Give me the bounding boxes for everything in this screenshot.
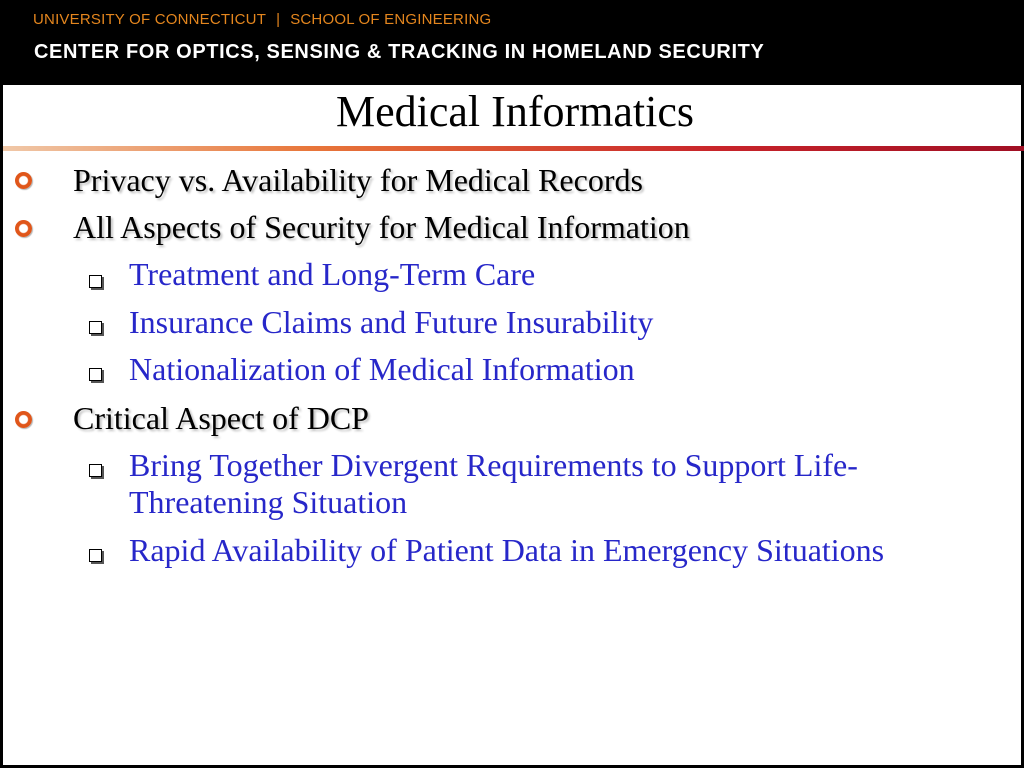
slide-title: Medical Informatics [336,87,694,136]
header-separator: | [276,11,281,28]
square-bullet-icon [89,321,102,334]
header-center-name: CENTER FOR OPTICS, SENSING & TRACKING IN HOMELAND SECURITY [34,41,765,63]
bullet-item: Critical Aspect of DCP [73,400,369,436]
square-bullet-icon [89,464,102,477]
header-banner [3,0,1024,85]
sub-bullet-item: Treatment and Long-Term Care [129,256,536,292]
sub-bullet-item: Nationalization of Medical Information [129,351,635,387]
sub-bullet-item: Insurance Claims and Future Insurability [129,304,654,340]
circle-bullet-icon [15,411,32,428]
bullet-item: Privacy vs. Availability for Medical Records [73,162,643,198]
square-bullet-icon [89,368,102,381]
title-divider [3,146,1024,151]
header-university: UNIVERSITY OF CONNECTICUT [33,11,267,28]
square-bullet-icon [89,549,102,562]
circle-bullet-icon [15,172,32,189]
bullet-item: All Aspects of Security for Medical Information [73,209,690,245]
square-bullet-icon [89,275,102,288]
sub-bullet-item: Rapid Availability of Patient Data in Emergency Situations [129,532,885,568]
header-school: SCHOOL OF ENGINEERING [290,11,492,28]
circle-bullet-icon [15,220,32,237]
header-institution-line [33,11,491,28]
sub-bullet-item: Bring Together Divergent Requirements to Support Life-Threatening Situation [129,447,858,520]
